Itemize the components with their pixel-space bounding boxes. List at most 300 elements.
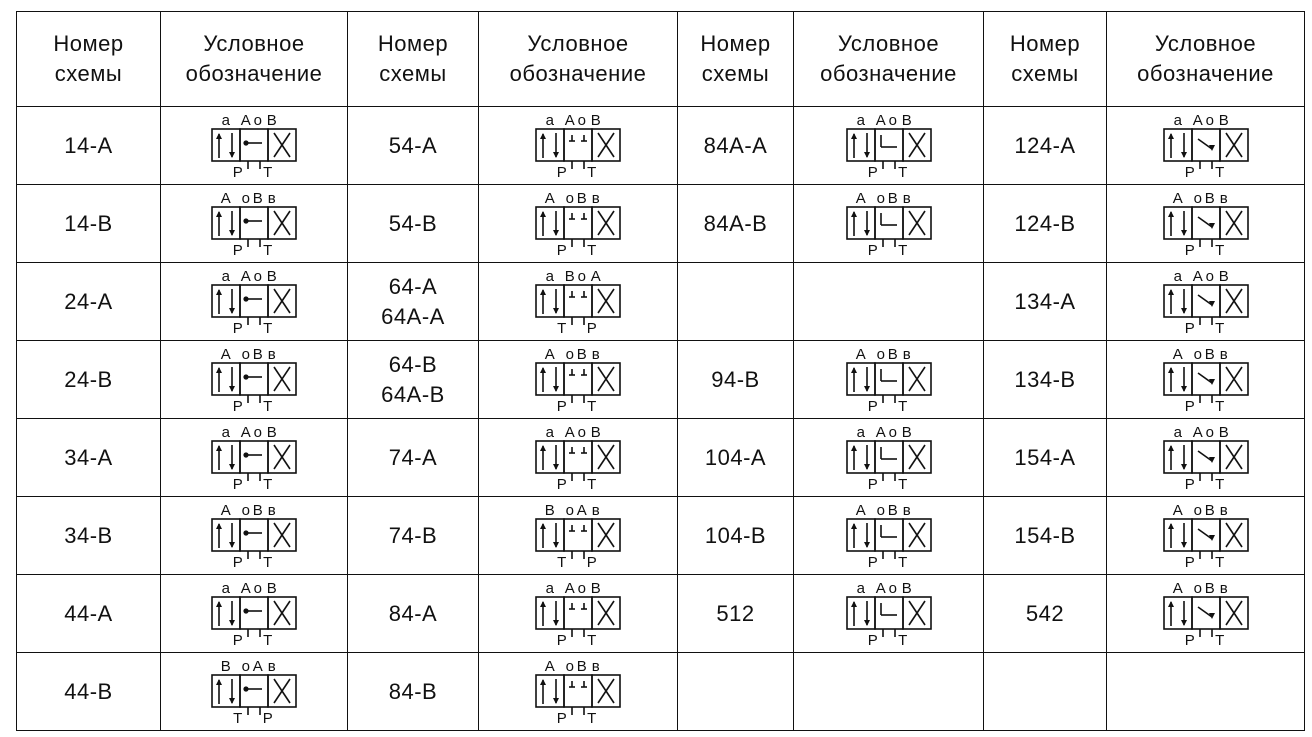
flow-arrow-head (540, 601, 546, 607)
port-label: o (1193, 345, 1202, 363)
port-label: A (855, 345, 866, 363)
flow-arrow-head (851, 601, 857, 607)
valve-position-box (847, 519, 875, 551)
valve-symbol (522, 267, 634, 337)
flow-arrow (1198, 217, 1212, 227)
scheme-symbol-cell (794, 419, 984, 497)
port-label: B (544, 501, 556, 519)
port-label: B (590, 423, 602, 441)
valve-position-box (564, 675, 592, 707)
port-label: A (240, 267, 252, 285)
valve-symbol-body (1164, 597, 1248, 637)
port-label: P (867, 553, 878, 571)
flow-arrow-head (216, 211, 222, 217)
table-row (17, 107, 1305, 185)
valve-position-box (847, 363, 875, 395)
port-label: T (557, 553, 567, 571)
valve-symbol-body (1164, 441, 1248, 481)
scheme-number: 84A-B (703, 210, 768, 236)
junction-dot (244, 375, 248, 379)
port-label: B (266, 111, 278, 129)
scheme-number: 542 (1025, 600, 1065, 626)
scheme-number: 154-B (1014, 522, 1076, 548)
scheme-number: 512 (716, 600, 755, 626)
port-label: B (901, 579, 912, 597)
port-label: B (1218, 423, 1229, 441)
valve-position-box (1164, 207, 1192, 239)
flow-arrow-head (540, 289, 546, 295)
flow-arrow-head (1168, 367, 1174, 373)
valve-symbol (198, 579, 310, 649)
scheme-number-cell (348, 575, 479, 653)
port-label: o (253, 423, 263, 441)
scheme-symbol-cell (161, 497, 348, 575)
valve-position-box (240, 675, 268, 707)
valve-symbol-body (847, 597, 931, 637)
port-label: A (240, 579, 252, 597)
port-label: o (577, 423, 587, 441)
flow-arrow-head (540, 523, 546, 529)
valve-symbol-body (536, 441, 620, 481)
port-label: T (897, 163, 908, 181)
port-label: A (240, 423, 252, 441)
scheme-number-cell (678, 575, 794, 653)
header-number-line: схемы (54, 61, 123, 86)
port-label: o (577, 267, 587, 285)
port-label: P (262, 709, 274, 727)
port-label: B (252, 345, 264, 363)
flow-arrow-head (229, 698, 235, 704)
port-label: a (221, 267, 231, 285)
header-designation (161, 12, 348, 107)
valve-symbol (833, 189, 945, 259)
port-label: T (897, 397, 908, 415)
valve-symbol-body (847, 129, 931, 169)
scheme-number-cell (348, 341, 479, 419)
scheme-number: 54-A (388, 132, 438, 158)
valve-symbol (522, 345, 634, 415)
port-label: A (544, 345, 556, 363)
port-label: A (220, 189, 232, 207)
flow-arrow-head (553, 542, 559, 548)
port-label: P (1184, 163, 1195, 181)
header-designation-text (510, 29, 647, 89)
port-label: в (591, 657, 601, 675)
valve-symbol (198, 345, 310, 415)
scheme-symbol-cell (1107, 107, 1305, 185)
scheme-number: 64-A (388, 273, 438, 299)
port-label: A (544, 189, 556, 207)
valve-position-box (212, 285, 240, 317)
valve-position-box (212, 441, 240, 473)
port-label: в (267, 657, 277, 675)
port-label: B (887, 189, 898, 207)
junction-dot (244, 453, 248, 457)
port-label: A (544, 657, 556, 675)
flow-arrow-head (864, 152, 870, 158)
flow-arrow-head (216, 601, 222, 607)
junction-dot (244, 609, 248, 613)
flow-arrow-head (229, 230, 235, 236)
valve-position-box (564, 519, 592, 551)
valve-position-box (564, 597, 592, 629)
port-label: A (1172, 345, 1183, 363)
port-label: B (1204, 501, 1215, 519)
port-label: B (1218, 267, 1229, 285)
port-label: в (902, 501, 911, 519)
header-designation-line: обозначение (509, 61, 647, 86)
scheme-number: 54-B (388, 210, 438, 236)
scheme-number: 24-B (64, 366, 113, 392)
port-label: T (263, 475, 273, 493)
valve-symbol (522, 579, 634, 649)
port-label: T (1214, 631, 1225, 649)
valve-position-box (564, 285, 592, 317)
port-label: a (545, 423, 555, 441)
flow-arrow-head (864, 542, 870, 548)
valve-position-box (240, 285, 268, 317)
port-label: A (1172, 579, 1183, 597)
scheme-number: 84A-A (703, 132, 768, 158)
valve-position-box (875, 441, 903, 473)
scheme-number: 34-B (64, 522, 113, 548)
port-label: T (1214, 163, 1225, 181)
flow-arrow-head (1181, 230, 1187, 236)
valve-position-box (240, 129, 268, 161)
port-label: T (897, 241, 908, 259)
flow-arrow-head (553, 230, 559, 236)
port-label: A (252, 657, 264, 675)
port-label: P (232, 553, 244, 571)
port-label: T (1214, 241, 1225, 259)
port-label: P (232, 241, 244, 259)
port-label: o (888, 579, 897, 597)
valve-symbol-body (536, 519, 620, 559)
valve-position-box (536, 519, 564, 551)
flow-arrow-head (1181, 464, 1187, 470)
valve-symbol-body (847, 207, 931, 247)
port-label: B (1204, 189, 1215, 207)
valve-symbol (198, 111, 310, 181)
scheme-number: 94-B (711, 366, 760, 392)
port-label: a (1173, 423, 1182, 441)
port-label: B (1218, 111, 1229, 129)
valve-position-box (1164, 519, 1192, 551)
port-label: T (263, 397, 273, 415)
flow-arrow-head (1168, 445, 1174, 451)
scheme-number: 104-B (704, 522, 767, 548)
scheme-symbol-cell (161, 653, 348, 731)
scheme-number-cell (348, 185, 479, 263)
scheme-symbol-cell (794, 575, 984, 653)
port-label: P (556, 631, 568, 649)
port-label: T (263, 631, 273, 649)
flow-arrow-head (216, 679, 222, 685)
valve-symbol (1150, 267, 1262, 337)
scheme-table (16, 11, 1305, 731)
header-number (17, 12, 161, 107)
scheme-number-cell (348, 419, 479, 497)
valve-position-box (1164, 597, 1192, 629)
scheme-symbol-cell (794, 107, 984, 185)
scheme-symbol-cell (794, 185, 984, 263)
valve-symbol-body (1164, 285, 1248, 325)
header-number-text (378, 29, 448, 89)
junction-dot (244, 297, 248, 301)
scheme-number: 154-A (1014, 444, 1076, 470)
flow-arrow-head (1168, 523, 1174, 529)
port-label: P (232, 475, 244, 493)
port-label: P (232, 319, 244, 337)
port-label: P (556, 241, 568, 259)
flow-arrow-head (553, 620, 559, 626)
port-label: B (901, 111, 912, 129)
scheme-number-cell (984, 185, 1107, 263)
valve-position-box (1164, 363, 1192, 395)
flow-arrow-head (864, 230, 870, 236)
port-label: o (876, 501, 885, 519)
valve-symbol-body (212, 129, 296, 169)
port-label: B (266, 267, 278, 285)
port-label: B (252, 189, 264, 207)
port-label: A (590, 267, 602, 285)
port-label: A (875, 579, 886, 597)
valve-symbol (1150, 189, 1262, 259)
valve-position-box (564, 363, 592, 395)
valve-symbol-body (1164, 363, 1248, 403)
flow-arrow-head (229, 620, 235, 626)
valve-symbol (198, 501, 310, 571)
flow-arrow-head (864, 464, 870, 470)
valve-position-box (1164, 441, 1192, 473)
header-number-line: схемы (1011, 61, 1079, 86)
port-label: A (1192, 267, 1203, 285)
port-label: T (263, 553, 273, 571)
scheme-symbol-cell (479, 341, 678, 419)
port-label: P (1184, 475, 1195, 493)
port-label: P (1184, 631, 1195, 649)
scheme-symbol-cell (479, 107, 678, 185)
port-label: в (1219, 579, 1228, 597)
port-label: T (1214, 397, 1225, 415)
header-designation-text (820, 29, 957, 89)
port-label: a (221, 579, 231, 597)
port-label: o (876, 345, 885, 363)
port-label: B (576, 657, 588, 675)
scheme-number-cell (678, 185, 794, 263)
valve-position-box (240, 519, 268, 551)
valve-symbol-body (536, 207, 620, 247)
port-label: a (545, 579, 555, 597)
scheme-number: 84-B (388, 678, 438, 704)
valve-symbol (833, 579, 945, 649)
scheme-symbol-cell (1107, 497, 1305, 575)
port-label: a (221, 111, 231, 129)
flow-arrow-head (229, 308, 235, 314)
port-label: o (1205, 267, 1214, 285)
flow-arrow-head (216, 523, 222, 529)
valve-position-box (875, 363, 903, 395)
valve-position-box (212, 207, 240, 239)
valve-position-box (564, 207, 592, 239)
port-label: A (875, 423, 886, 441)
flow-arrow (1198, 295, 1212, 305)
port-label: P (232, 631, 244, 649)
flow-arrow-head (1181, 386, 1187, 392)
port-label: P (1184, 553, 1195, 571)
port-label: P (556, 163, 568, 181)
scheme-number-cell (678, 341, 794, 419)
flow-arrow-head (553, 386, 559, 392)
port-label: P (556, 475, 568, 493)
flow-arrow-head (1181, 308, 1187, 314)
valve-position-box (1164, 285, 1192, 317)
header-designation-line: обозначение (1137, 61, 1274, 86)
valve-position-box (240, 207, 268, 239)
valve-symbol (833, 345, 945, 415)
header-number-line: Номер (1009, 31, 1081, 56)
header-number-line: схемы (379, 61, 447, 86)
scheme-number-cell (984, 341, 1107, 419)
header-designation-line: Условное (837, 31, 940, 56)
scheme-symbol-cell (479, 575, 678, 653)
header-designation-line: Условное (527, 31, 629, 56)
port-label: P (867, 475, 878, 493)
valve-position-box (875, 207, 903, 239)
port-label: A (220, 345, 232, 363)
port-label: o (888, 111, 897, 129)
header-row (17, 12, 1305, 107)
port-label: в (1219, 501, 1228, 519)
valve-symbol-body (536, 129, 620, 169)
valve-symbol-body (536, 675, 620, 715)
scheme-table-body (17, 107, 1305, 731)
port-label: T (587, 241, 597, 259)
flow-arrow-head (1168, 601, 1174, 607)
junction-dot (244, 141, 248, 145)
valve-symbol-body (212, 675, 296, 715)
port-label: в (902, 189, 911, 207)
valve-position-box (536, 441, 564, 473)
port-label: P (867, 397, 878, 415)
scheme-number-cell (984, 419, 1107, 497)
scheme-number-cell (678, 107, 794, 185)
port-label: o (253, 111, 263, 129)
header-designation-text (1137, 29, 1274, 89)
port-label: P (586, 319, 598, 337)
port-label: A (220, 501, 232, 519)
valve-symbol-body (212, 441, 296, 481)
header-number-line: Номер (377, 31, 449, 56)
valve-symbol (1150, 111, 1262, 181)
valve-symbol-body (212, 363, 296, 403)
flow-arrow-head (540, 211, 546, 217)
valve-position-box (536, 363, 564, 395)
header-number (678, 12, 794, 107)
port-label: в (1219, 189, 1228, 207)
port-label: в (267, 501, 277, 519)
port-label: a (856, 579, 865, 597)
scheme-number-cell (984, 497, 1107, 575)
scheme-number-cell (17, 185, 161, 263)
port-label: T (587, 709, 597, 727)
flow-arrow (1198, 607, 1212, 617)
valve-position-box (875, 597, 903, 629)
flow-arrow-head (851, 211, 857, 217)
scheme-number: 84-A (388, 600, 438, 626)
valve-position-box (212, 675, 240, 707)
scheme-number: 64A-B (381, 381, 445, 407)
port-label: o (241, 345, 251, 363)
port-label: A (1192, 423, 1203, 441)
flow-arrow-head (851, 445, 857, 451)
scheme-number-cell (678, 497, 794, 575)
port-label: A (576, 501, 588, 519)
scheme-number: 74-A (388, 444, 438, 470)
port-label: o (241, 657, 251, 675)
valve-symbol (833, 111, 945, 181)
port-label: T (557, 319, 567, 337)
port-label: T (1214, 475, 1225, 493)
header-designation-line: Условное (203, 31, 305, 56)
flow-arrow-head (864, 386, 870, 392)
header-designation (794, 12, 984, 107)
port-label: P (1184, 241, 1195, 259)
port-label: o (876, 189, 885, 207)
flow-arrow (1198, 373, 1212, 383)
port-label: o (888, 423, 897, 441)
port-label: T (263, 163, 273, 181)
table-row (17, 185, 1305, 263)
flow-arrow-head (1168, 133, 1174, 139)
scheme-number-cell (984, 653, 1107, 731)
scheme-table-wrapper (16, 11, 1304, 727)
scheme-number: 64A-A (381, 303, 445, 329)
scheme-symbol-cell (1107, 575, 1305, 653)
valve-symbol-body (212, 519, 296, 559)
port-label: P (556, 709, 568, 727)
scheme-number-cell (678, 419, 794, 497)
port-label: P (232, 397, 244, 415)
port-label: A (1192, 111, 1203, 129)
table-row (17, 575, 1305, 653)
header-designation-line: обозначение (185, 61, 323, 86)
port-label: T (263, 319, 273, 337)
port-label: в (267, 189, 277, 207)
valve-symbol (1150, 501, 1262, 571)
port-label: P (1184, 319, 1195, 337)
valve-symbol-body (536, 363, 620, 403)
scheme-number: 44-A (64, 600, 113, 626)
scheme-symbol-cell (794, 341, 984, 419)
valve-symbol (833, 423, 945, 493)
scheme-symbol-cell (161, 341, 348, 419)
scheme-symbol-cell (479, 419, 678, 497)
port-label: T (587, 163, 597, 181)
valve-position-box (240, 363, 268, 395)
scheme-number: 34-A (64, 444, 113, 470)
port-label: A (875, 111, 886, 129)
flow-arrow-head (540, 133, 546, 139)
flow-arrow-head (216, 445, 222, 451)
valve-symbol (1150, 345, 1262, 415)
valve-position-box (240, 441, 268, 473)
scheme-number-cell (17, 653, 161, 731)
port-label: B (576, 189, 588, 207)
table-row (17, 653, 1305, 731)
valve-symbol-body (212, 285, 296, 325)
scheme-number-cell (348, 263, 479, 341)
